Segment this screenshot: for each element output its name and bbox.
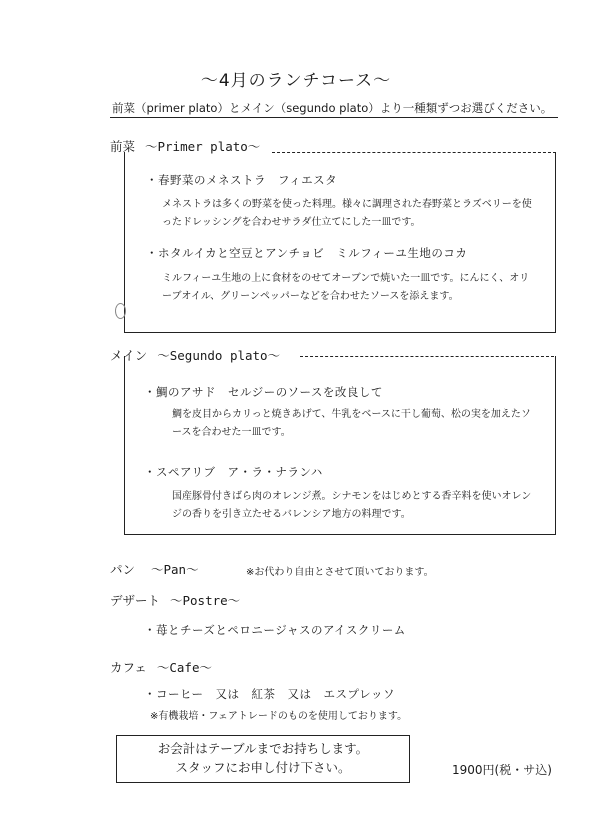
section-cafe-heading: [110, 658, 212, 676]
section-cafe-script: 〜Cafe〜: [156, 660, 212, 675]
binder-hole-mark: [115, 303, 126, 319]
section-primer-script: 〜Primer plato〜: [145, 139, 261, 154]
section-segundo-script: 〜Segundo plato〜: [157, 348, 281, 363]
section-postre-script: 〜Postre〜: [170, 593, 241, 608]
footer-notice-box: [116, 735, 410, 783]
primer-item-1-desc: メネストラは多くの野菜を使った料理。様々に調理された春野菜とラズベリーを使ったドレッシングを合わせサラダ仕立てにした一皿です。: [162, 199, 532, 228]
footer-notice-text: [117, 739, 409, 777]
section-pan-heading: [110, 560, 199, 578]
menu-subtitle: 前菜（primer plato）とメイン（segundo plato）より一種類ずつお選びください。: [112, 101, 553, 115]
section-postre-heading: [110, 591, 240, 609]
footer-line-2: スタッフにお申し付け下さい。: [175, 760, 351, 775]
menu-title: 〜4月のランチコース〜: [200, 71, 392, 91]
segundo-item-2-desc: 国産豚骨付きばら肉のオレンジ煮。シナモンをはじめとする香辛料を使いオレンジの香りを引き立たせるバレンシア地方の料理です。: [172, 491, 532, 520]
section-cafe-label: カフェ: [110, 660, 147, 675]
section-pan-label: パン: [110, 562, 136, 577]
postre-item: ・苺とチーズとペロニージャスのアイスクリーム: [144, 623, 406, 637]
subtitle-underline: [110, 117, 558, 118]
price-label: 1900円(税・サ込): [452, 763, 552, 777]
section-primer-label: 前菜: [110, 139, 136, 154]
pan-note: ※お代わり自由とさせて頂いております。: [246, 567, 434, 578]
cafe-note: ※有機栽培・フェアトレードのものを使用しております。: [150, 711, 408, 722]
footer-line-1: お会計はテーブルまでお持ちします。: [157, 741, 369, 756]
segundo-item-1-desc: 鯛を皮目からカリっと焼きあげて、牛乳をベースに干し葡萄、松の実を加えたソースを合わせた一皿です。: [172, 409, 531, 438]
primer-item-1-title: ・春野菜のメネストラ フィエスタ: [146, 173, 338, 187]
cafe-item: ・コーヒー 又は 紅茶 又は エスプレッソ: [144, 687, 395, 701]
primer-item-2-title: ・ホタルイカと空豆とアンチョビ ミルフィーユ生地のコカ: [146, 246, 468, 260]
section-pan-script: 〜Pan〜: [151, 562, 199, 577]
segundo-item-2-title: ・スペアリブ ア・ラ・ナランハ: [144, 465, 323, 479]
section-postre-label: デザート: [110, 593, 161, 608]
primer-item-2-desc: ミルフィーユ生地の上に食材をのせてオーブンで焼いた一皿です。にんにく、オリーブオイル、グリーンペッパーなどを合わせたソースを添えます。: [162, 273, 530, 302]
segundo-item-1-title: ・鯛のアサド セルジーのソースを改良して: [144, 385, 383, 399]
section-segundo-label: メイン: [110, 348, 148, 363]
